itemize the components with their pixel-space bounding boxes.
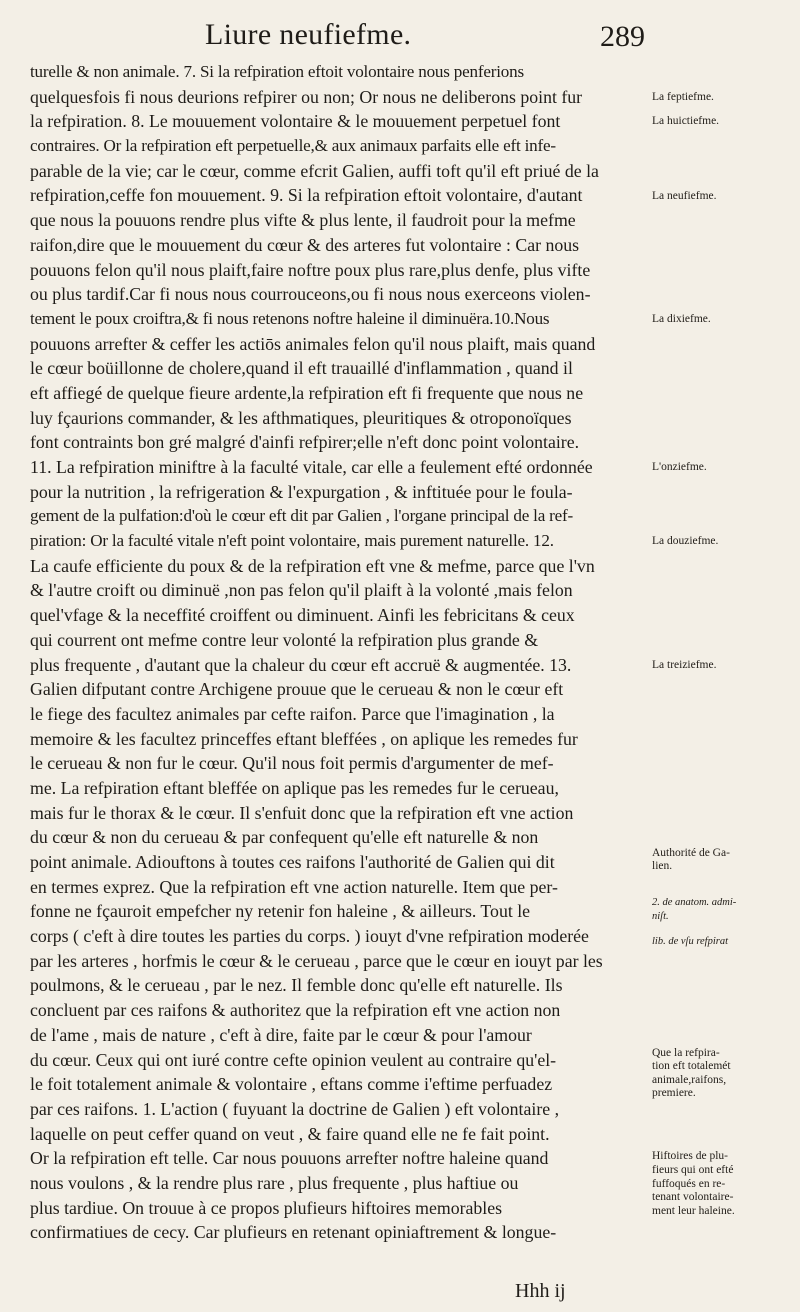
text-line: memoire & les facultez princeffes eftant bleffées , on aplique les remedes fur (30, 728, 578, 749)
text-line: La caufe efficiente du poux & de la refpiration eft vne & mefme, parce que l'vn (30, 555, 595, 576)
text-line: poulmons, & le cerueau , par le nez. Il femble donc qu'elle eft naturelle. Ils (30, 975, 563, 996)
text-line: pour la nutrition , la refrigeration & l'expurgation , & inftituée pour le foula- (30, 481, 573, 502)
margin-note: Authorité de Ga- (652, 846, 730, 859)
text-line: mais fur le thorax & le cœur. Il s'enfuit donc que la refpiration eft vne action (30, 802, 574, 823)
text-line: corps ( c'eft à dire toutes les parties du corps. ) iouyt d'vne refpiration moderée (30, 926, 589, 947)
text-line: turelle & non animale. 7. Si la refpiration eftoit volontaire nous penferions (30, 62, 524, 81)
text-line: plus frequente , d'autant que la chaleur du cœur eft accruë & augmentée. 13. (30, 654, 572, 675)
margin-note: premiere. (652, 1087, 696, 1100)
text-line: me. La refpiration eftant bleffée on aplique pas les remedes fur le cerueau, (30, 777, 559, 798)
text-line: raifon,dire que le mouuement du cœur & des arteres fut volontaire : Car nous (30, 234, 580, 255)
margin-note: ment leur haleine. (652, 1204, 735, 1217)
text-line: le cœur boüillonne de cholere,quand il eft trauaillé d'inflammation , quand il (30, 358, 573, 379)
margin-note: animale,raifons, (652, 1073, 727, 1086)
text-line: nous voulons , & la rendre plus rare , plus frequente , plus haftiue ou (30, 1172, 519, 1193)
margin-note: tenant volontaire- (652, 1191, 734, 1204)
text-line: fonne ne fçauroit empefcher ny retenir fon haleine , & ailleurs. Tout le (30, 901, 531, 922)
text-line: du cœur. Ceux qui ont iuré contre cefte opinion veulent au contraire qu'el- (30, 1049, 557, 1070)
margin-note: lib. de vſu refpirat (652, 936, 729, 948)
text-line: la refpiration. 8. Le mouuement volontaire & le mouuement perpetuel font (30, 111, 561, 132)
margin-note: L'onziefme. (652, 461, 707, 474)
text-line: parable de la vie; car le cœur, comme efcrit Galien, auffi toft qu'il eft priué de la (30, 160, 599, 181)
text-line: laquelle on peut ceffer quand on veut , & faire quand elle ne fe fait point. (30, 1123, 550, 1144)
margin-note: tion eft totalemét (652, 1060, 731, 1073)
margin-note: fieurs qui ont efté (652, 1163, 734, 1176)
text-line: pouuons arrefter & ceffer les actiōs animales felon qu'il nous plaift, mais quand (30, 333, 596, 354)
margin-note: 2. de anatom. admi- (652, 896, 737, 908)
text-line: eft affiegé de quelque fieure ardente,la refpiration eft fi frequente que nous ne (30, 382, 584, 403)
text-line: refpiration,ceffe fon mouuement. 9. Si la refpiration eftoit volontaire, d'autant (30, 185, 583, 206)
main-text-block (30, 60, 650, 1245)
text-line: luy fçaurions commander, & les afthmatiques, pleuritiques & otroponoïques (30, 407, 572, 428)
margin-note: La dixiefme. (652, 313, 711, 325)
text-line: plus tardiue. On trouue à ce propos plufieurs hiftoires memorables (30, 1197, 503, 1218)
margin-note: La neufiefme. (652, 189, 717, 202)
text-line: tement le poux croiftra,& fi nous retenons noftre haleine il diminuëra.10.Nous (30, 308, 550, 328)
text-line: en termes exprez. Que la refpiration eft vne action naturelle. Item que per- (30, 876, 558, 897)
margin-note: La huictiefme. (652, 115, 720, 128)
margin-note: La feptiefme. (652, 90, 714, 103)
text-line: concluent par ces raifons & authoritez que la refpiration eft vne action non (30, 1000, 561, 1021)
text-line: le cerueau & non fur le cœur. Qu'il nous foit permis d'argumenter de mef- (30, 753, 554, 774)
page-number: 289 (600, 20, 645, 53)
text-line: qui courrent ont mefme contre leur volonté la refpiration plus grande & (30, 629, 539, 650)
text-line: par ces raifons. 1. L'action ( fuyuant la doctrine de Galien ) eft volontaire , (30, 1098, 560, 1119)
text-line: contraires. Or la refpiration eft perpetuelle,& aux animaux parfaits elle eft infe- (30, 136, 556, 156)
text-line: piration: Or la faculté vitale n'eft point volontaire, mais purement naturelle. 12. (30, 531, 554, 551)
margin-note: La douziefme. (652, 535, 719, 548)
margin-note: Hiftoires de plu- (652, 1150, 729, 1163)
text-line: que nous la pouuons rendre plus vifte & plus lente, il faudroit pour la mefme (30, 210, 576, 231)
text-line: font contraints bon gré malgré d'ainfi refpirer;elle n'eft donc point volontaire. (30, 432, 580, 453)
text-line: ou plus tardif.Car fi nous nous courrouceons,ou fi nous nous exerceons violen- (30, 284, 591, 305)
running-title: Liure neufiefme. (205, 18, 412, 51)
text-line: du cœur & non du cerueau & par confequent qu'elle eft naturelle & non (30, 827, 539, 848)
text-line: le fiege des facultez animales par cefte raifon. Parce que l'imagination , la (30, 703, 555, 724)
text-line: quelquesfois fi nous deurions refpirer ou non; Or nous ne deliberons point fur (30, 86, 583, 107)
text-line: gement de la pulfation:d'où le cœur eft dit par Galien , l'organe principal de la ref- (30, 506, 574, 526)
text-line: de l'ame , mais de nature , c'eft à dire, faite par le cœur & pour l'amour (30, 1024, 532, 1045)
text-line: par les arteres , horfmis le cœur & le cerueau , parce que le cœur en iouyt par les (30, 950, 603, 971)
text-line: Or la refpiration eft telle. Car nous pouuons arrefter noftre haleine quand (30, 1148, 549, 1169)
page-header (0, 18, 800, 58)
margin-note: Que la refpira- (652, 1046, 720, 1059)
signature-mark: Hhh ij (515, 1280, 566, 1302)
margin-note: niſt. (652, 910, 669, 922)
text-line: pouuons felon qu'il nous plaift,faire noftre poux plus rare,plus denfe, plus vifte (30, 259, 591, 280)
margin-note: La treiziefme. (652, 658, 717, 671)
text-line: 11. La refpiration miniftre à la faculté vitale, car elle a feulement efté ordonnée (30, 457, 593, 477)
text-line: le foit totalement animale & volontaire , eftans comme i'eftime perfuadez (30, 1074, 553, 1095)
margin-note: fuffoqués en re- (652, 1177, 726, 1190)
text-line: Galien difputant contre Archigene prouue que le cerueau & non le cœur eft (30, 679, 564, 700)
text-line: confirmatiues de cecy. Car plufieurs en retenant opiniaftrement & longue- (30, 1222, 557, 1243)
text-line: point animale. Adiouftons à toutes ces raifons l'authorité de Galien qui dit (30, 852, 555, 872)
margin-note: lien. (652, 860, 673, 873)
text-line: quel'vfage & la neceffité croiffent ou diminuent. Ainfi les febricitans & ceux (30, 605, 575, 626)
text-line: & l'autre croift ou diminuë ,non pas felon qu'il plaift à la volonté ,mais felon (30, 580, 573, 601)
